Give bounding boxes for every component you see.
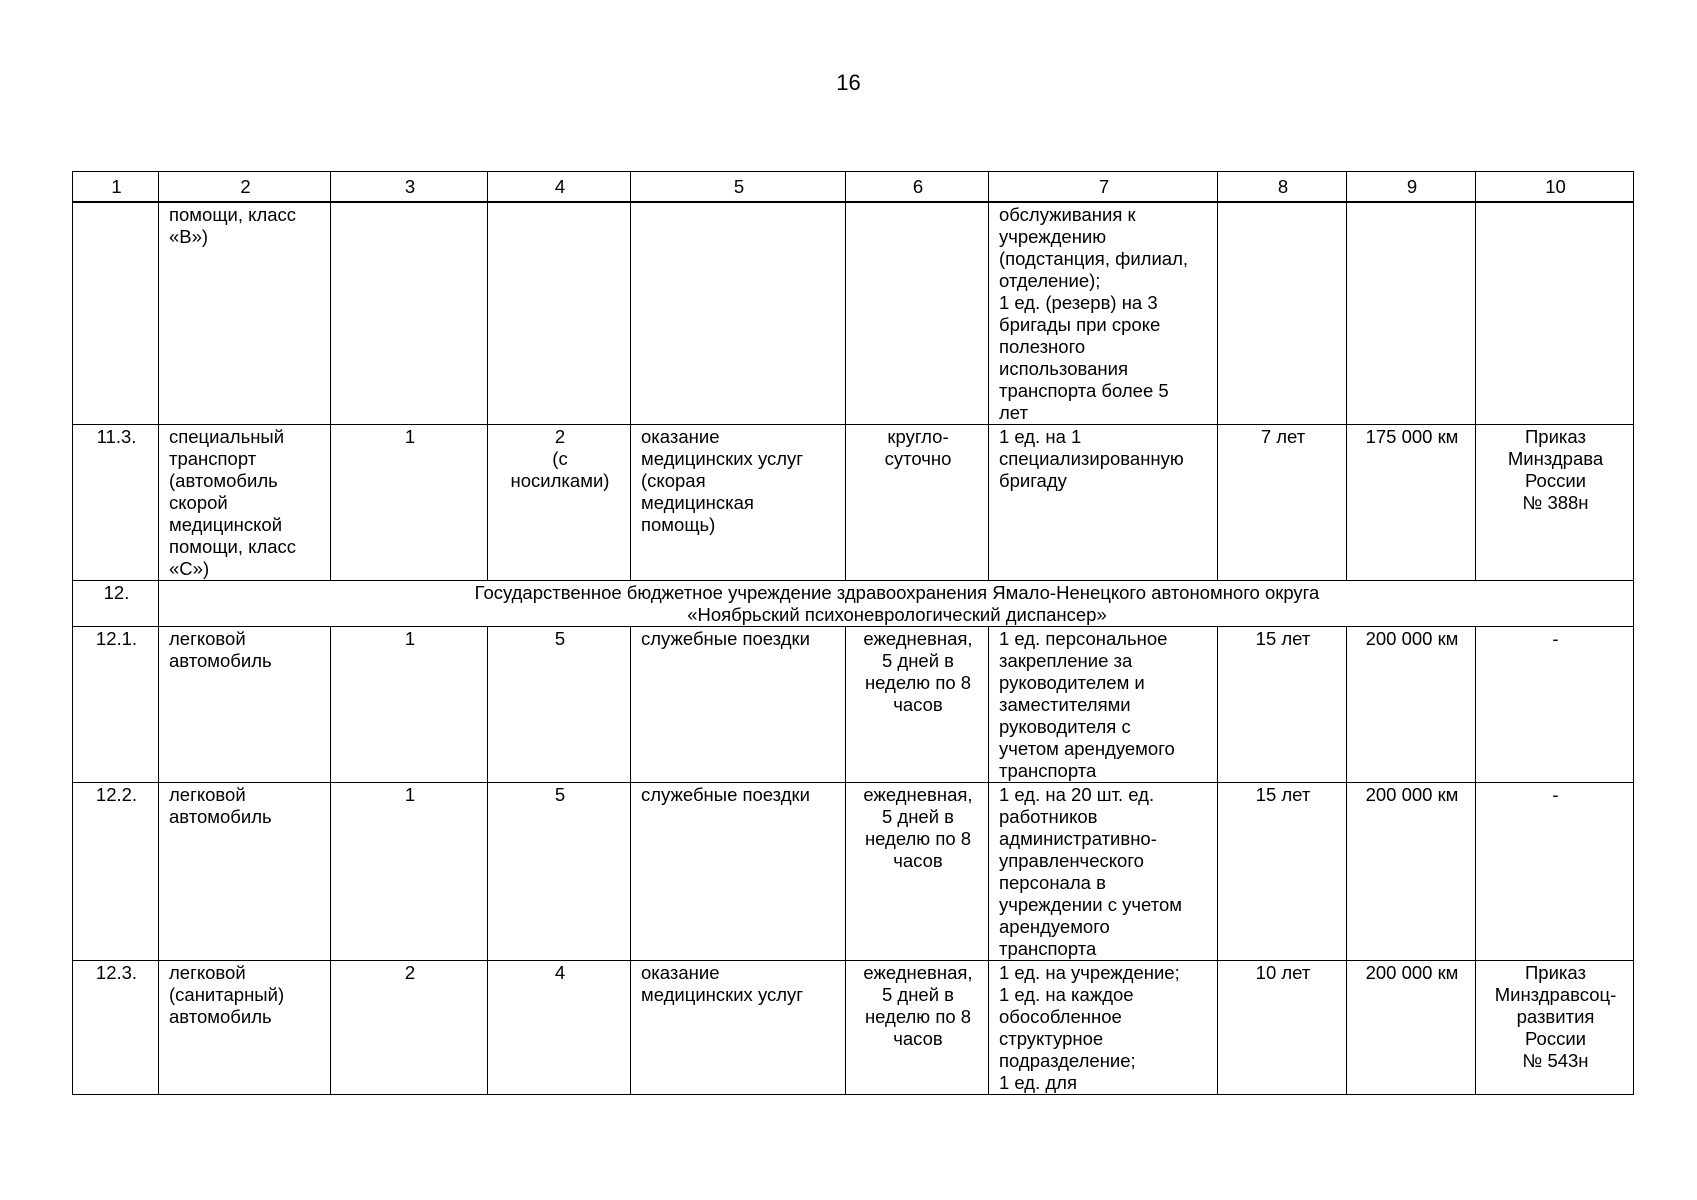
column-number-row [73,172,1634,203]
vehicle-norms-table [72,171,1634,1095]
column-number: 2 [159,172,331,203]
cell-col3 [331,202,488,425]
column-number: 9 [1347,172,1476,203]
norm-cell: 1 ед. персональное закрепление за руководителем и заместителями руководителя с учетом арендуемого транспорта [989,627,1218,783]
table-row [73,202,1634,425]
column-number: 7 [989,172,1218,203]
cell-col3: 2 [331,961,488,1095]
schedule-cell: ежедневная, 5 дней в неделю по 8 часов [846,627,989,783]
service-life-cell: 7 лет [1218,425,1347,581]
mileage-cell: 200 000 км [1347,627,1476,783]
service-life-cell: 15 лет [1218,783,1347,961]
cell-col4 [488,202,631,425]
schedule-cell: ежедневная, 5 дней в неделю по 8 часов [846,783,989,961]
column-number: 5 [631,172,846,203]
service-life-cell: 10 лет [1218,961,1347,1095]
column-number: 6 [846,172,989,203]
mileage-cell: 200 000 км [1347,961,1476,1095]
regulation-cell: Приказ Минздрава России № 388н [1476,425,1634,581]
mileage-cell [1347,202,1476,425]
cell-col4: 5 [488,783,631,961]
cell-col4: 4 [488,961,631,1095]
column-number: 1 [73,172,159,203]
row-number-cell: 12.2. [73,783,159,961]
table-row [73,783,1634,961]
norm-cell: обслуживания к учреждению (подстанция, филиал, отделение); 1 ед. (резерв) на 3 бригады при сроке полезного использования транспорта более 5 лет [989,202,1218,425]
column-number: 10 [1476,172,1634,203]
schedule-cell [846,202,989,425]
row-number-cell: 12.3. [73,961,159,1095]
purpose-cell: служебные поездки [631,783,846,961]
cell-col4: 2 (с носилками) [488,425,631,581]
vehicle-type-cell: легковой автомобиль [159,627,331,783]
table-row [73,961,1634,1095]
cell-col3: 1 [331,783,488,961]
norm-cell: 1 ед. на 1 специализированную бригаду [989,425,1218,581]
cell-col3: 1 [331,425,488,581]
service-life-cell [1218,202,1347,425]
mileage-cell: 175 000 км [1347,425,1476,581]
purpose-cell: служебные поездки [631,627,846,783]
vehicle-type-cell: легковой (санитарный) автомобиль [159,961,331,1095]
vehicle-type-cell: легковой автомобиль [159,783,331,961]
mileage-cell: 200 000 км [1347,783,1476,961]
regulation-cell [1476,202,1634,425]
purpose-cell [631,202,846,425]
table-row [73,425,1634,581]
vehicle-type-cell: специальный транспорт (автомобиль скорой медицинской помощи, класс «С») [159,425,331,581]
service-life-cell: 15 лет [1218,627,1347,783]
regulation-cell: - [1476,627,1634,783]
table-row [73,627,1634,783]
cell-col3: 1 [331,627,488,783]
section-title-cell: Государственное бюджетное учреждение здравоохранения Ямало-Ненецкого автономного округа «Ноябрьский психоневрологический диспансер» [159,581,1634,627]
purpose-cell: оказание медицинских услуг (скорая медицинская помощь) [631,425,846,581]
vehicle-type-cell: помощи, класс «В») [159,202,331,425]
row-number-cell: 12.1. [73,627,159,783]
page-number: 16 [836,70,861,95]
column-number: 3 [331,172,488,203]
regulation-cell: - [1476,783,1634,961]
column-number: 8 [1218,172,1347,203]
row-number-cell [73,202,159,425]
column-number: 4 [488,172,631,203]
norm-cell: 1 ед. на учреждение; 1 ед. на каждое обособленное структурное подразделение; 1 ед. для [989,961,1218,1095]
cell-col4: 5 [488,627,631,783]
row-number-cell: 11.3. [73,425,159,581]
section-row [73,581,1634,627]
norm-cell: 1 ед. на 20 шт. ед. работников административно- управленческого персонала в учреждении с учетом арендуемого транспорта [989,783,1218,961]
section-number-cell: 12. [73,581,159,627]
schedule-cell: ежедневная, 5 дней в неделю по 8 часов [846,961,989,1095]
purpose-cell: оказание медицинских услуг [631,961,846,1095]
regulation-cell: Приказ Минздравсоц- развития России № 543н [1476,961,1634,1095]
schedule-cell: кругло- суточно [846,425,989,581]
